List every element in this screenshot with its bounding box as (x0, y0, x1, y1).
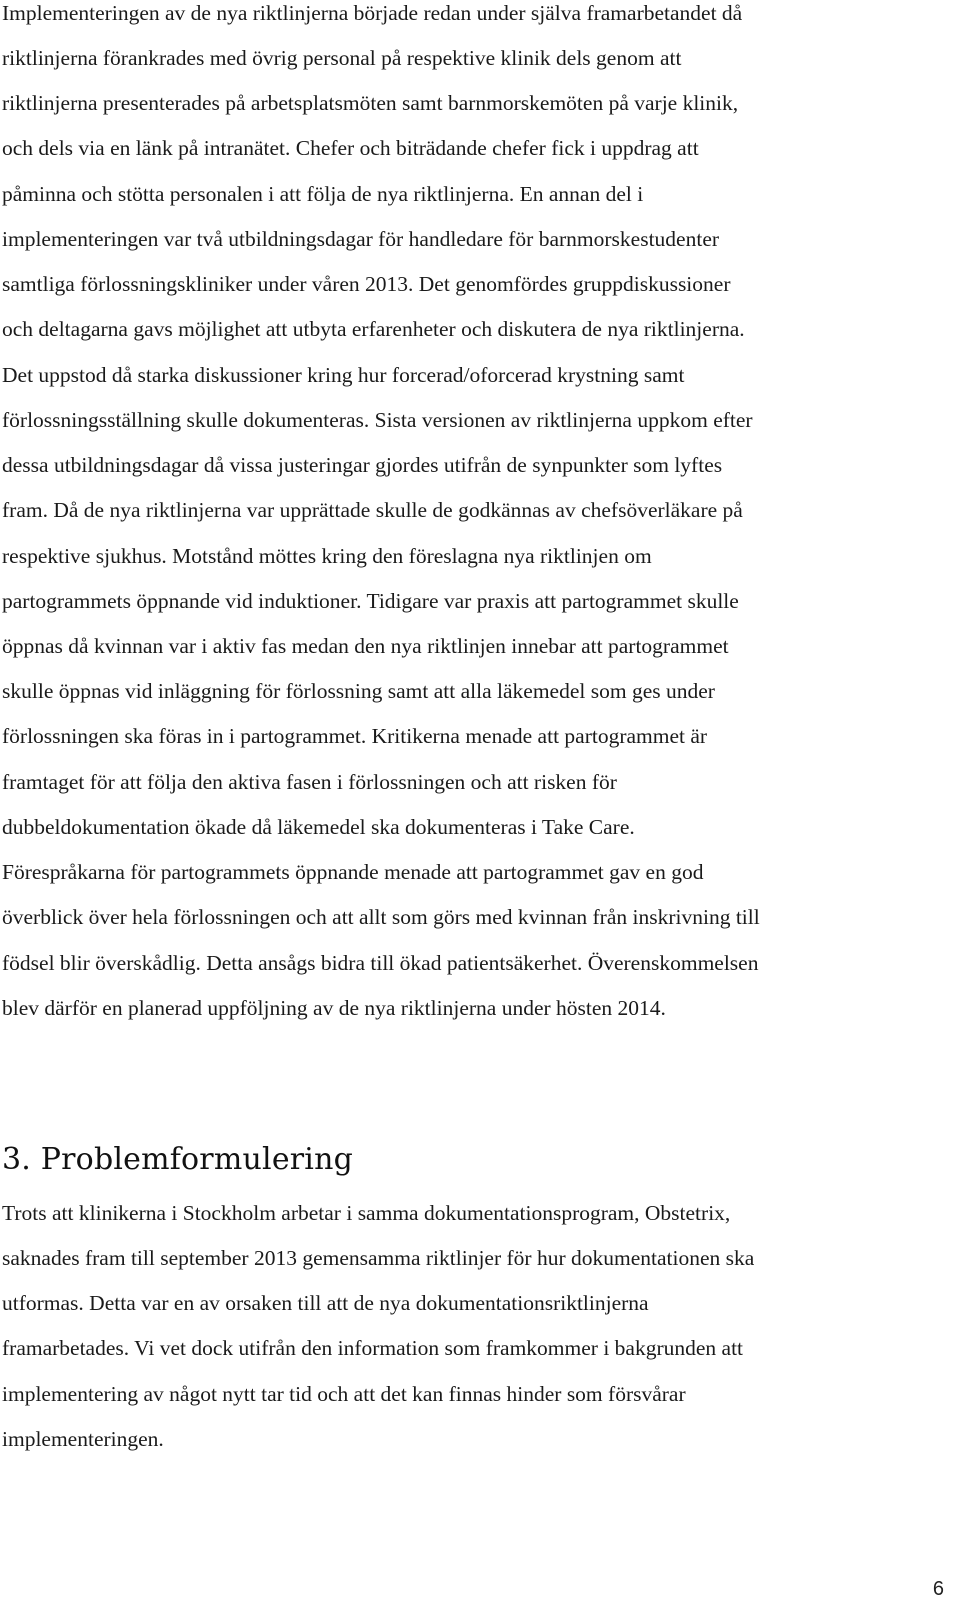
text-line: och dels via en länk på intranätet. Chefer och biträdande chefer fick i uppdrag att (2, 136, 699, 160)
text-line: implementeringen. (2, 1427, 164, 1451)
text-line: dubbeldokumentation ökade då läkemedel ska dokumenteras i Take Care. (2, 815, 635, 839)
text-line: Implementeringen av de nya riktlinjerna började redan under själva framarbetandet då (2, 1, 743, 25)
text-line: blev därför en planerad uppföljning av de nya riktlinjerna under hösten 2014. (2, 996, 666, 1020)
text-line: saknades fram till september 2013 gemensamma riktlinjer för hur dokumentationen ska (2, 1246, 755, 1270)
text-line: dessa utbildningsdagar då vissa justeringar gjordes utifrån de synpunkter som lyftes (2, 453, 723, 477)
text-line: och deltagarna gavs möjlighet att utbyta erfarenheter och diskutera de nya riktlinjerna. (2, 317, 745, 341)
text-line: utformas. Detta var en av orsaken till att de nya dokumentationsriktlinjerna (2, 1291, 649, 1315)
section-heading: 3. Problemformulering (2, 1141, 354, 1177)
text-line: påminna och stötta personalen i att följa de nya riktlinjerna. En annan del i (2, 182, 644, 206)
text-line: Det uppstod då starka diskussioner kring hur forcerad/oforcerad krystning samt (2, 363, 685, 387)
text-line: implementeringen var två utbildningsdagar för handledare för barnmorskestudenter (2, 227, 720, 251)
text-line: riktlinjerna presenterades på arbetsplatsmöten samt barnmorskemöten på varje klinik, (2, 91, 739, 115)
text-line: framtaget för att följa den aktiva fasen i förlossningen och att risken för (2, 770, 617, 794)
text-line: Trots att klinikerna i Stockholm arbetar i samma dokumentationsprogram, Obstetrix, (2, 1201, 731, 1225)
text-line: Förespråkarna för partogrammets öppnande menade att partogrammet gav en god (2, 860, 704, 884)
text-line: partogrammets öppnande vid induktioner. Tidigare var praxis att partogrammet skulle (2, 589, 739, 613)
text-line: förlossningen ska föras in i partogrammet. Kritikerna menade att partogrammet är (2, 724, 708, 748)
page-number: 6 (932, 1578, 944, 1600)
text-line: överblick över hela förlossningen och att allt som görs med kvinnan från inskrivning till (2, 905, 760, 929)
text-line: respektive sjukhus. Motstånd möttes kring den föreslagna nya riktlinjen om (2, 544, 652, 568)
text-line: implementering av något nytt tar tid och att det kan finnas hinder som försvårar (2, 1382, 686, 1406)
text-line: fram. Då de nya riktlinjerna var upprättade skulle de godkännas av chefsöverläkare på (2, 498, 743, 522)
text-line: riktlinjerna förankrades med övrig personal på respektive klinik dels genom att (2, 46, 682, 70)
text-line: öppnas då kvinnan var i aktiv fas medan den nya riktlinjen innebar att partogrammet (2, 634, 729, 658)
text-line: skulle öppnas vid inläggning för förlossning samt att alla läkemedel som ges under (2, 679, 715, 703)
text-line: födsel blir överskådlig. Detta ansågs bidra till ökad patientsäkerhet. Överenskommelsen (2, 951, 759, 975)
text-line: framarbetades. Vi vet dock utifrån den information som framkommer i bakgrunden att (2, 1336, 744, 1360)
text-line: förlossningsställning skulle dokumenteras. Sista versionen av riktlinjerna uppkom efter (2, 408, 753, 432)
text-line: samtliga förlossningskliniker under våren 2013. Det genomfördes gruppdiskussioner (2, 272, 731, 296)
